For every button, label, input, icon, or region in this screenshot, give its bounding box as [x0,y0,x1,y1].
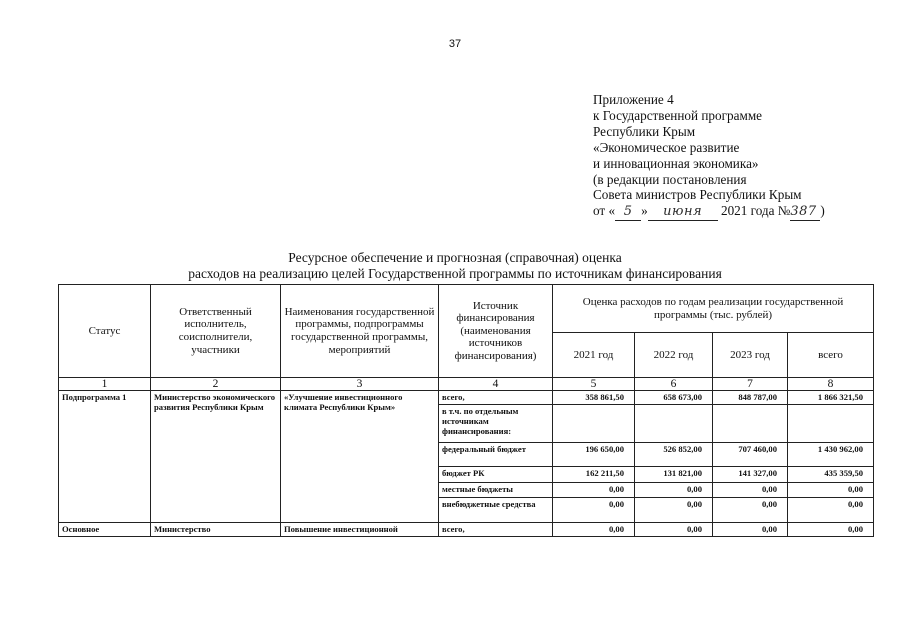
row-status: Основное [59,523,151,537]
row-executor: Министерство [151,523,281,537]
column-number: 1 [59,378,151,391]
value-2022 [635,405,713,443]
value-2021: 0,00 [553,483,635,498]
document-title [100,250,810,282]
value-2021: 0,00 [553,523,635,537]
value-total: 0,00 [788,523,874,537]
value-total: 1 430 962,00 [788,443,874,467]
column-number: 4 [439,378,553,391]
date-prefix: от « [593,203,616,219]
funding-source: внебюджетные средства [439,498,553,523]
page-number: 37 [448,38,462,50]
column-number: 7 [713,378,788,391]
value-2022: 526 852,00 [635,443,713,467]
subprogram-status: Подпрограмма 1 [59,391,151,523]
column-number: 6 [635,378,713,391]
column-number: 3 [281,378,439,391]
header-2021: 2021 год [553,333,635,378]
value-total: 1 866 321,50 [788,391,874,405]
value-2021 [553,405,635,443]
table-row [59,391,874,405]
value-2022: 658 673,00 [635,391,713,405]
header-estimate: Оценка расходов по годам реализации государственной программы (тыс. рублей) [553,285,874,333]
resolution-date-line: от « 5 » июня 2021 года №387 ) [593,203,825,220]
column-number: 8 [788,378,874,391]
date-year: 2021 года № [720,203,791,219]
value-2021: 0,00 [553,498,635,523]
funding-source: бюджет РК [439,467,553,483]
title-line-2: расходов на реализацию целей Государственной программы по источникам финансирования [188,266,722,281]
funding-source: в т.ч. по отдельным источникам финансирования: [439,405,553,443]
value-total [788,405,874,443]
value-2023 [713,405,788,443]
value-total: 0,00 [788,498,874,523]
table-row [59,523,874,537]
date-quote: » [641,203,648,219]
value-2022: 0,00 [635,523,713,537]
budget-table [58,284,874,537]
header-total: всего [788,333,874,378]
appendix-line: (в редакции постановления [593,171,747,187]
appendix-line: Совета министров Республики Крым [593,187,802,203]
funding-source: всего, [439,391,553,405]
value-2023: 848 787,00 [713,391,788,405]
column-number: 2 [151,378,281,391]
value-2023: 0,00 [713,483,788,498]
header-2023: 2023 год [713,333,788,378]
value-2023: 0,00 [713,523,788,537]
handwritten-day: 5 [615,204,641,221]
value-2022: 131 821,00 [635,467,713,483]
value-2021: 358 861,50 [553,391,635,405]
header-executor: Ответственный исполнитель, соисполнители, участники [151,285,281,378]
handwritten-number: 387 [790,204,820,221]
funding-source: всего, [439,523,553,537]
header-row [59,285,874,333]
value-2021: 162 211,50 [553,467,635,483]
appendix-block [593,92,893,221]
appendix-line: и инновационная экономика» [593,155,759,171]
handwritten-month: июня [648,204,718,221]
column-number: 5 [553,378,635,391]
appendix-line: Республики Крым [593,123,696,139]
column-numbers-row [59,378,874,391]
header-program-name: Наименования государственной программы, подпрограммы государственной программы, мероприятий [281,285,439,378]
value-2022: 0,00 [635,498,713,523]
value-2022: 0,00 [635,483,713,498]
subprogram-executor: Министерство экономического развития Республики Крым [151,391,281,523]
appendix-line: Приложение 4 [593,92,674,107]
value-2023: 0,00 [713,498,788,523]
row-name: Повышение инвестиционной [281,523,439,537]
appendix-line: к Государственной программе [593,107,763,123]
value-2023: 707 460,00 [713,443,788,467]
header-2022: 2022 год [635,333,713,378]
title-line-1: Ресурсное обеспечение и прогнозная (справочная) оценка [288,250,622,265]
funding-source: местные бюджеты [439,483,553,498]
value-total: 0,00 [788,483,874,498]
header-status: Статус [59,285,151,378]
subprogram-name: «Улучшение инвестиционного климата Республики Крым» [281,391,439,523]
header-source: Источник финансирования (наименования источников финансирования) [439,285,553,378]
funding-source: федеральный бюджет [439,443,553,467]
value-2021: 196 650,00 [553,443,635,467]
value-2023: 141 327,00 [713,467,788,483]
value-total: 435 359,50 [788,467,874,483]
appendix-line: «Экономическое развитие [593,139,740,155]
